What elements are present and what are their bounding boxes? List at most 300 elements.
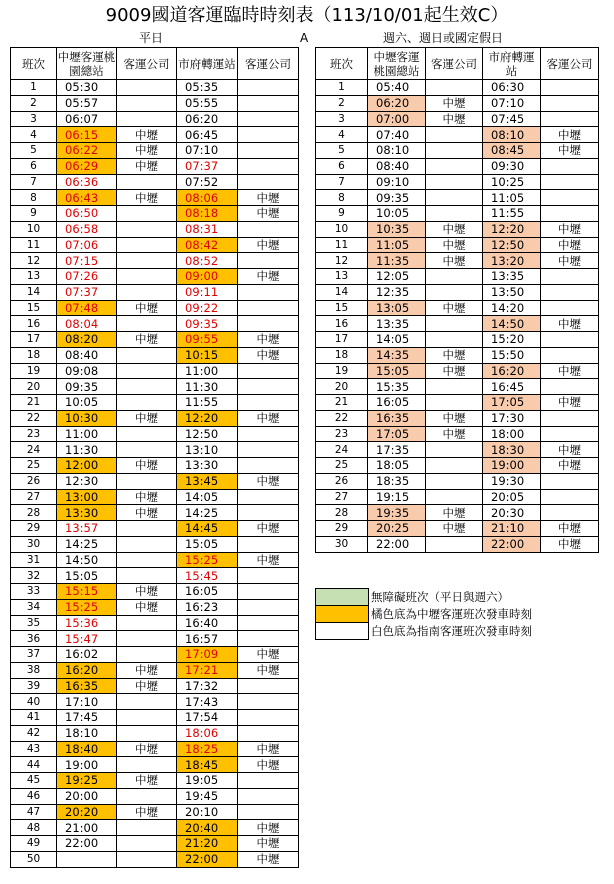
header-company: 客運公司 [117,48,177,80]
table-row [11,300,299,316]
dest-company [541,300,599,316]
dest-time: 09:30 [483,158,541,174]
origin-time: 14:35 [368,347,426,363]
origin-company: 中壢 [426,363,483,379]
table-row [11,631,299,647]
trip-number: 47 [11,804,57,820]
origin-time: 12:30 [57,473,117,489]
dest-time: 06:20 [177,111,238,127]
dest-time: 08:52 [177,253,238,269]
origin-company [117,237,177,253]
dest-company [238,599,299,615]
origin-time: 07:26 [57,269,117,285]
header-company: 客運公司 [541,48,599,80]
table-row [11,111,299,127]
trip-number: 28 [316,505,368,521]
dest-company [238,615,299,631]
dest-time: 21:10 [483,521,541,537]
trip-number: 40 [11,694,57,710]
origin-company [117,710,177,726]
origin-time: 08:40 [368,158,426,174]
table-row [11,820,299,836]
dest-company: 中壢 [541,363,599,379]
dest-time: 16:05 [177,584,238,600]
trip-number: 20 [11,379,57,395]
dest-company: 中壢 [541,143,599,159]
table-row [316,442,599,458]
trip-number: 14 [11,284,57,300]
origin-company [426,143,483,159]
dest-time: 14:20 [483,300,541,316]
header-origin: 中壢客運桃園總站 [57,49,116,78]
dest-time: 20:10 [177,804,238,820]
table-row [11,536,299,552]
dest-time: 20:40 [177,820,238,836]
trip-number: 5 [316,143,368,159]
dest-company: 中壢 [238,473,299,489]
dest-company: 中壢 [541,127,599,143]
trip-number: 25 [11,458,57,474]
dest-time: 17:32 [177,678,238,694]
table-row [316,521,599,537]
dest-company [238,725,299,741]
origin-company [426,458,483,474]
dest-time: 15:20 [483,332,541,348]
origin-time: 12:00 [57,458,117,474]
origin-time: 13:00 [57,489,117,505]
dest-time: 22:00 [483,536,541,552]
dest-company [541,426,599,442]
dest-company [238,804,299,820]
origin-company: 中壢 [117,127,177,143]
table-row [316,158,599,174]
origin-time: 05:40 [368,80,426,96]
dest-time: 08:10 [483,127,541,143]
trip-number: 10 [11,221,57,237]
origin-company: 中壢 [117,489,177,505]
weekday-label: 平日 [139,31,164,45]
origin-time: 07:37 [57,284,117,300]
dest-time: 21:20 [177,836,238,852]
origin-time: 08:20 [57,332,117,348]
trip-number: 2 [316,95,368,111]
origin-time: 14:05 [368,332,426,348]
trip-number: 11 [316,237,368,253]
dest-time: 19:05 [177,773,238,789]
origin-time: 20:25 [368,521,426,537]
dest-time: 16:57 [177,631,238,647]
trip-number: 11 [11,237,57,253]
table-row [316,80,599,96]
legend-text: 橘色底為中壢客運班次發車時刻 [371,607,532,621]
origin-company: 中壢 [426,426,483,442]
table-row [11,505,299,521]
dest-company [238,678,299,694]
trip-number: 29 [11,521,57,537]
trip-number: 48 [11,820,57,836]
dest-company [541,95,599,111]
table-row [11,80,299,96]
dest-time: 16:45 [483,379,541,395]
dest-company [541,190,599,206]
origin-company [117,221,177,237]
origin-company: 中壢 [117,300,177,316]
origin-time: 06:20 [368,95,426,111]
table-row [316,473,599,489]
dest-time: 17:54 [177,710,238,726]
dest-time: 14:50 [483,316,541,332]
dest-time: 19:45 [177,788,238,804]
table-row [316,269,599,285]
dest-time: 15:45 [177,568,238,584]
dest-time: 11:55 [483,206,541,222]
origin-company [117,442,177,458]
trip-number: 42 [11,725,57,741]
origin-time: 15:15 [57,584,117,600]
table-row [11,363,299,379]
dest-company: 中壢 [238,347,299,363]
origin-time: 07:06 [57,237,117,253]
dest-company: 中壢 [238,237,299,253]
dest-company [238,442,299,458]
trip-number: 33 [11,584,57,600]
origin-company: 中壢 [117,410,177,426]
header-company: 客運公司 [426,48,483,80]
dest-time: 08:31 [177,221,238,237]
dest-company: 中壢 [238,190,299,206]
origin-time: 10:05 [368,206,426,222]
origin-time: 09:35 [368,190,426,206]
origin-company: 中壢 [426,300,483,316]
origin-time: 06:07 [57,111,117,127]
legend-swatch [316,589,369,606]
dest-time: 07:10 [483,95,541,111]
trip-number: 26 [316,473,368,489]
trip-number: 27 [316,489,368,505]
origin-time: 20:00 [57,788,117,804]
table-row [11,316,299,332]
origin-company: 中壢 [117,678,177,694]
origin-company [117,757,177,773]
table-row [11,473,299,489]
trip-number: 14 [316,284,368,300]
legend-item [316,606,533,623]
dest-company: 中壢 [238,552,299,568]
origin-company [426,316,483,332]
dest-time: 09:22 [177,300,238,316]
trip-number: 4 [316,127,368,143]
dest-company [541,505,599,521]
table-row [11,568,299,584]
table-row [11,757,299,773]
dest-time: 12:50 [177,426,238,442]
dest-time: 07:52 [177,174,238,190]
trip-number: 44 [11,757,57,773]
holiday-label: 週六、週日或國定假日 [383,31,504,45]
table-row [11,552,299,568]
dest-time: 17:05 [483,395,541,411]
origin-time: 11:30 [57,442,117,458]
dest-company [238,143,299,159]
origin-company [426,269,483,285]
origin-time: 22:00 [368,536,426,552]
origin-company: 中壢 [426,347,483,363]
dest-company [541,111,599,127]
header-no: 班次 [316,48,368,80]
trip-number: 7 [316,174,368,190]
table-row [11,442,299,458]
origin-company: 中壢 [426,111,483,127]
dest-time: 07:45 [483,111,541,127]
origin-company [117,111,177,127]
dest-company: 中壢 [541,316,599,332]
origin-company: 中壢 [426,253,483,269]
dest-company [238,158,299,174]
origin-time: 18:35 [368,473,426,489]
origin-time: 06:22 [57,143,117,159]
origin-company [117,568,177,584]
header-dest: 市府轉運站 [177,48,238,80]
origin-time: 15:36 [57,615,117,631]
dest-company: 中壢 [541,442,599,458]
dest-time: 11:55 [177,395,238,411]
trip-number: 22 [11,410,57,426]
origin-company [117,851,177,867]
origin-time: 17:45 [57,710,117,726]
trip-number: 12 [11,253,57,269]
header-company: 客運公司 [238,48,299,80]
header-dest: 市府轉運站 [483,48,541,80]
dest-company: 中壢 [541,536,599,552]
table-row [11,710,299,726]
table-row [11,143,299,159]
dest-company [238,505,299,521]
table-row [316,143,599,159]
dest-time: 13:20 [483,253,541,269]
table-row [316,332,599,348]
table-row [316,347,599,363]
dest-time: 15:25 [177,552,238,568]
origin-company: 中壢 [117,741,177,757]
origin-company [426,332,483,348]
origin-company [117,174,177,190]
trip-number: 50 [11,851,57,867]
header-no: 班次 [11,48,57,80]
dest-time: 05:35 [177,80,238,96]
trip-number: 9 [316,206,368,222]
origin-time: 05:57 [57,95,117,111]
dest-company [541,379,599,395]
table-row [11,347,299,363]
dest-time: 10:15 [177,347,238,363]
origin-time: 17:05 [368,426,426,442]
trip-number: 29 [316,521,368,537]
origin-company [117,725,177,741]
trip-number: 16 [316,316,368,332]
table-row [11,741,299,757]
origin-time: 06:36 [57,174,117,190]
origin-company [117,395,177,411]
origin-company [426,158,483,174]
dest-company [238,379,299,395]
dest-company: 中壢 [238,836,299,852]
dest-company: 中壢 [238,851,299,867]
origin-time: 13:30 [57,505,117,521]
trip-number: 12 [316,253,368,269]
origin-time: 22:00 [57,836,117,852]
dest-time: 14:45 [177,521,238,537]
dest-time: 11:05 [483,190,541,206]
origin-company [117,536,177,552]
dest-company: 中壢 [238,410,299,426]
dest-time: 09:11 [177,284,238,300]
dest-company: 中壢 [238,757,299,773]
legend-swatch [316,623,369,640]
origin-time: 14:25 [57,536,117,552]
origin-time [57,851,117,867]
origin-company [426,80,483,96]
dest-time: 13:45 [177,473,238,489]
trip-number: 30 [316,536,368,552]
table-row [11,158,299,174]
origin-company [426,395,483,411]
origin-company [426,206,483,222]
origin-company [117,253,177,269]
dest-company [238,458,299,474]
table-row [11,694,299,710]
origin-company [117,316,177,332]
origin-company: 中壢 [117,599,177,615]
dest-time: 16:23 [177,599,238,615]
dest-company [238,284,299,300]
origin-time: 17:35 [368,442,426,458]
dest-time: 08:45 [483,143,541,159]
trip-number: 38 [11,662,57,678]
dest-time: 18:30 [483,442,541,458]
dest-company [238,395,299,411]
dest-time: 07:37 [177,158,238,174]
origin-company: 中壢 [426,521,483,537]
origin-company: 中壢 [117,584,177,600]
table-row [11,788,299,804]
holiday-timetable [315,47,599,553]
origin-time: 19:00 [57,757,117,773]
origin-company: 中壢 [117,143,177,159]
origin-time: 09:35 [57,379,117,395]
table-row [316,95,599,111]
table-row [11,851,299,867]
origin-time: 12:35 [368,284,426,300]
trip-number: 16 [11,316,57,332]
origin-time: 19:25 [57,773,117,789]
origin-time: 07:48 [57,300,117,316]
trip-number: 21 [316,395,368,411]
table-row [316,237,599,253]
dest-time: 20:30 [483,505,541,521]
origin-company [117,694,177,710]
dest-company [541,473,599,489]
origin-company: 中壢 [117,505,177,521]
trip-number: 26 [11,473,57,489]
origin-company [426,379,483,395]
trip-number: 4 [11,127,57,143]
legend-swatch [316,606,369,623]
trip-number: 13 [11,269,57,285]
table-row [11,521,299,537]
dest-time: 17:30 [483,410,541,426]
table-row [316,426,599,442]
dest-time: 19:00 [483,458,541,474]
trip-number: 13 [316,269,368,285]
trip-number: 30 [11,536,57,552]
trip-number: 17 [316,332,368,348]
table-row [11,725,299,741]
dest-company: 中壢 [541,253,599,269]
dest-company [238,631,299,647]
table-row [11,332,299,348]
table-row [11,836,299,852]
dest-company [541,410,599,426]
trip-number: 7 [11,174,57,190]
origin-time: 11:00 [57,426,117,442]
dest-time: 20:05 [483,489,541,505]
dest-company [541,174,599,190]
table-row [316,190,599,206]
origin-time: 06:29 [57,158,117,174]
dest-time: 08:06 [177,190,238,206]
origin-time: 15:05 [368,363,426,379]
trip-number: 18 [316,347,368,363]
trip-number: 39 [11,678,57,694]
dest-time: 17:21 [177,662,238,678]
origin-time: 16:20 [57,662,117,678]
table-row [316,395,599,411]
origin-time: 15:47 [57,631,117,647]
origin-company [117,615,177,631]
table-row [11,410,299,426]
origin-company [117,347,177,363]
origin-time: 06:43 [57,190,117,206]
dest-company: 中壢 [238,521,299,537]
table-row [11,489,299,505]
origin-time: 20:20 [57,804,117,820]
trip-number: 1 [11,80,57,96]
origin-company: 中壢 [117,158,177,174]
dest-time: 13:35 [483,269,541,285]
dest-time: 13:30 [177,458,238,474]
legend-item [316,623,533,640]
dest-company: 中壢 [238,269,299,285]
origin-company [117,95,177,111]
dest-time: 17:09 [177,647,238,663]
table-row [11,174,299,190]
origin-company [117,521,177,537]
origin-time: 05:30 [57,80,117,96]
dest-company [238,694,299,710]
dest-time: 11:00 [177,363,238,379]
table-row [11,190,299,206]
origin-company [426,473,483,489]
dest-time: 15:05 [177,536,238,552]
origin-company [117,379,177,395]
dest-time: 17:43 [177,694,238,710]
origin-time: 16:35 [368,410,426,426]
origin-time: 06:58 [57,221,117,237]
trip-number: 35 [11,615,57,631]
trip-number: 18 [11,347,57,363]
origin-company [117,80,177,96]
dest-company [238,316,299,332]
